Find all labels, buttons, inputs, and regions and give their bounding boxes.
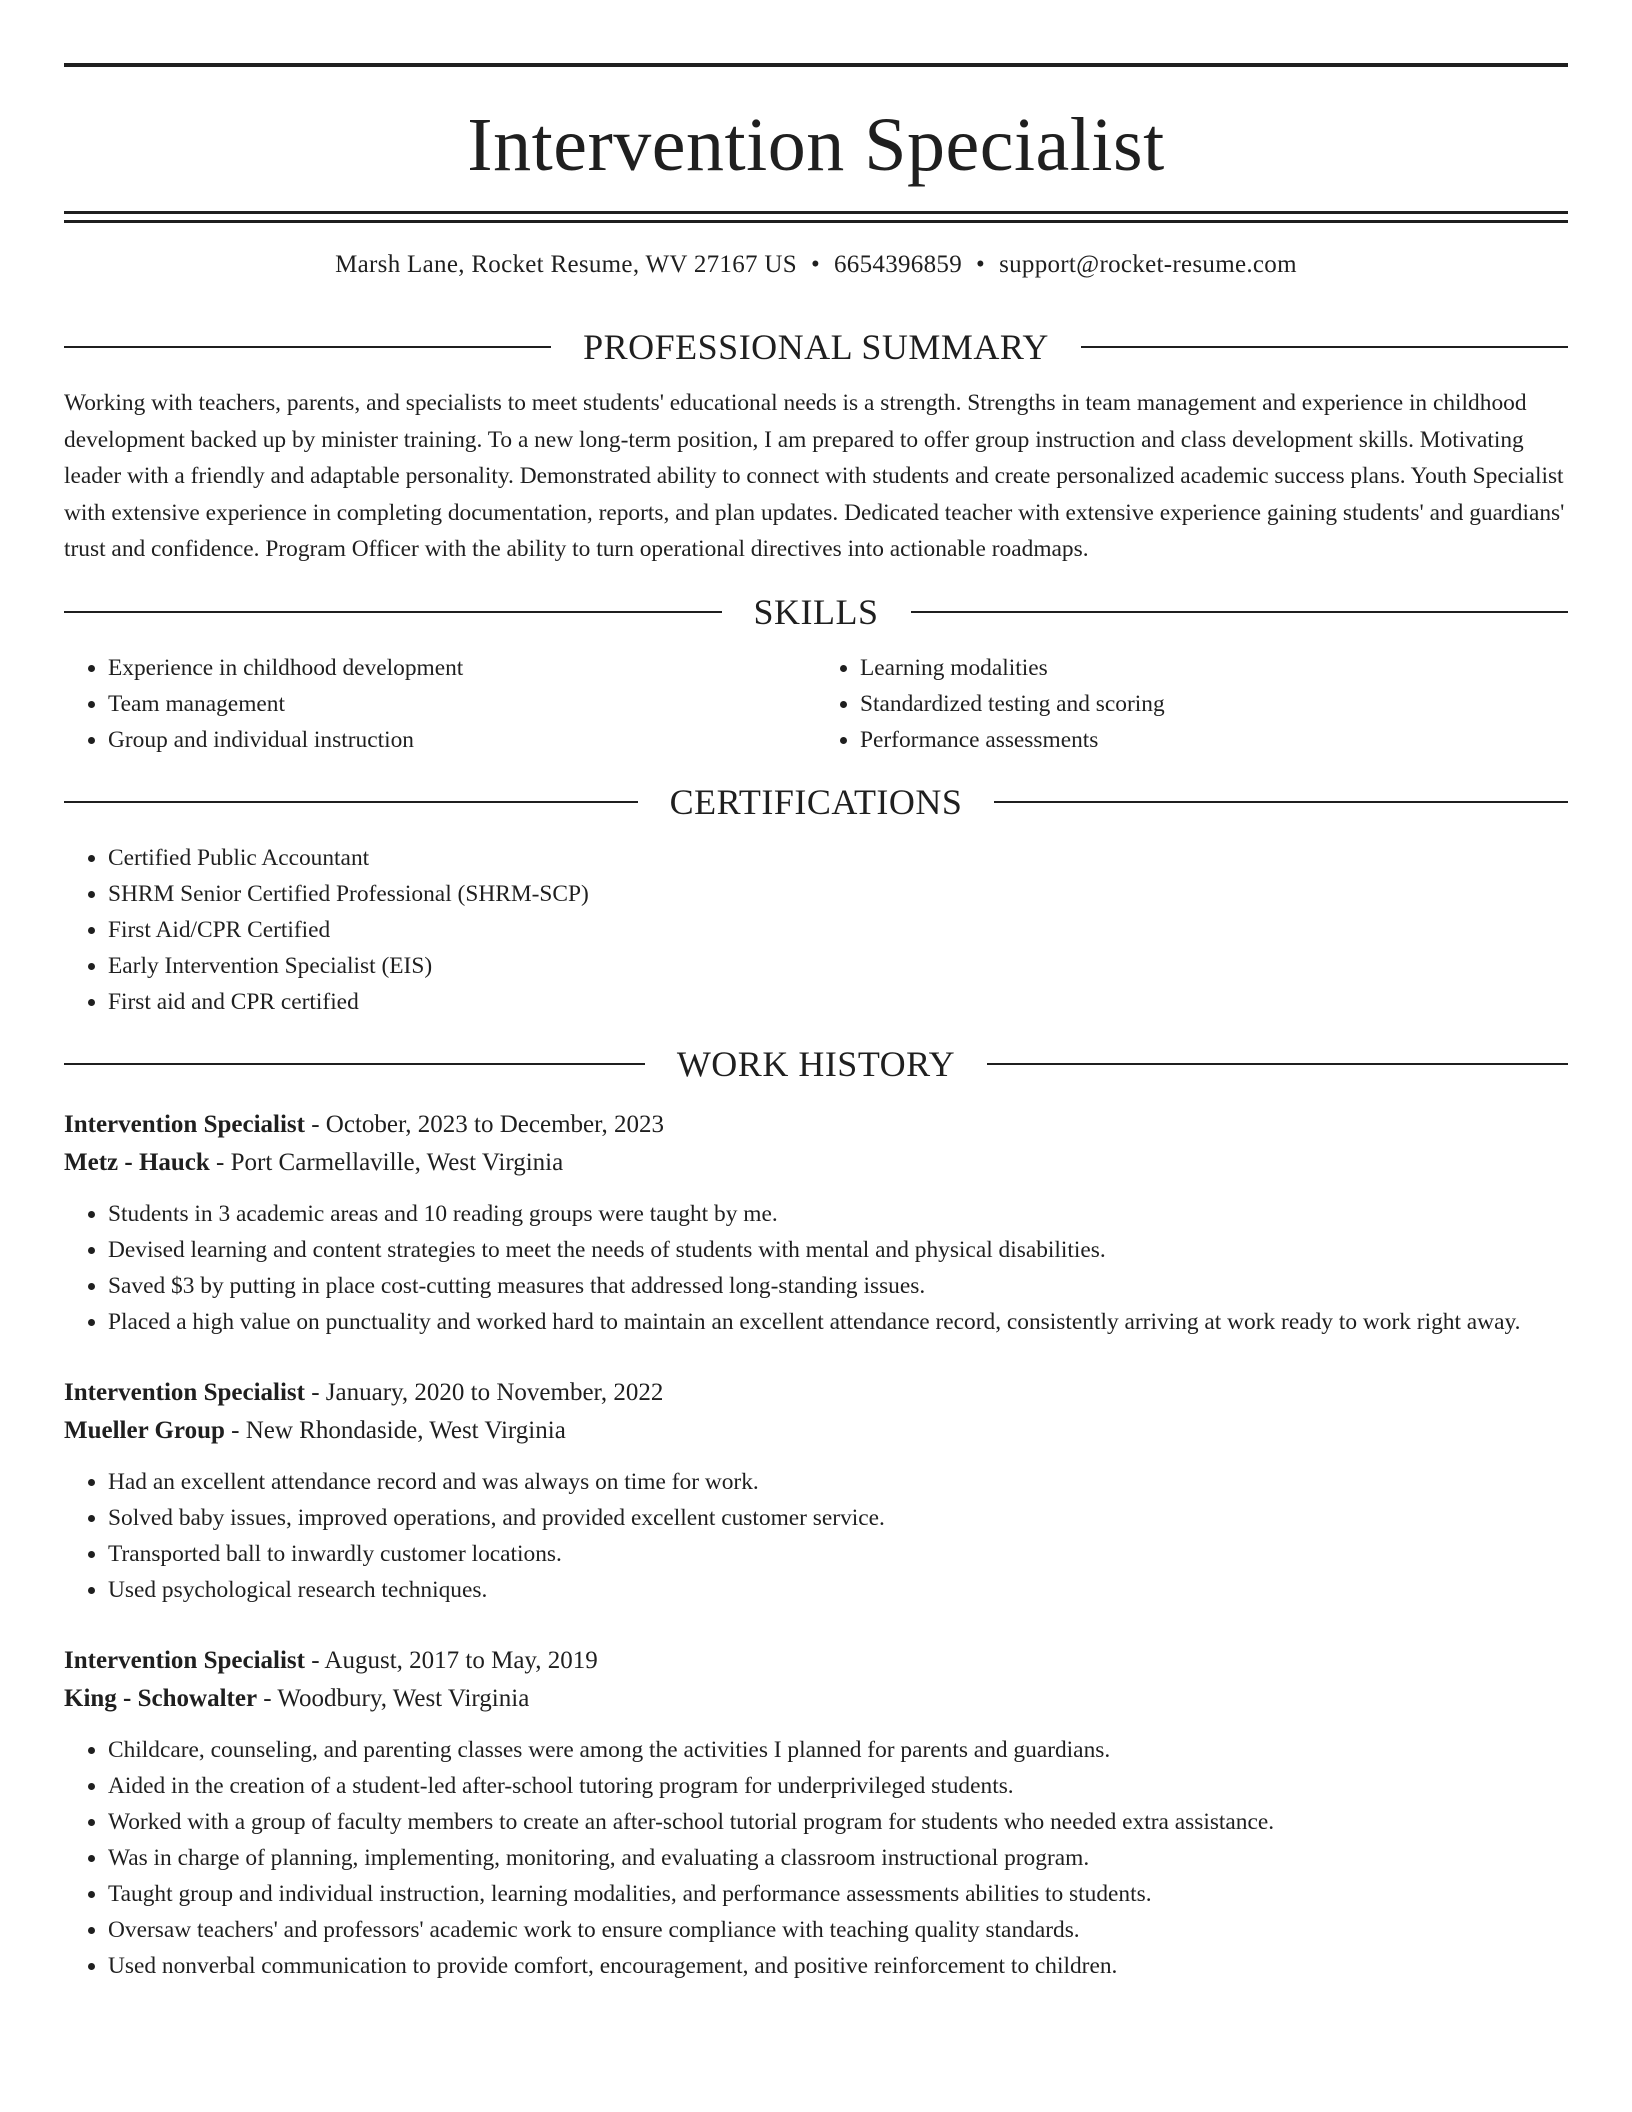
job-bullet: • Worked with a group of faculty members to create an after-school tutorial program for students who needed extra assistance. (108, 1804, 1568, 1840)
job-bullet: • Oversaw teachers' and professors' academic work to ensure compliance with teaching quality standards. (108, 1912, 1568, 1948)
heading-rule (64, 1063, 645, 1065)
top-rule (64, 63, 1568, 67)
job-role: Intervention Specialist (64, 1646, 305, 1674)
certification-item: • First Aid/CPR Certified (108, 912, 1568, 948)
skill-item: • Learning modalities (860, 650, 1568, 686)
heading-rule (64, 611, 722, 613)
skills-list-left (64, 650, 816, 758)
job-bullet: • Was in charge of planning, implementing, monitoring, and evaluating a classroom instructional program. (108, 1840, 1568, 1876)
skills-section-heading (64, 591, 1568, 632)
certifications-heading: CERTIFICATIONS (669, 781, 963, 822)
skill-item: • Team management (108, 686, 816, 722)
job-title-line (64, 1642, 1568, 1680)
heading-rule (64, 801, 638, 803)
heading-rule (1081, 346, 1568, 348)
summary-section-heading (64, 329, 1568, 365)
job-title-line (64, 1374, 1568, 1412)
summary-text: Working with teachers, parents, and specialists to meet students' educational needs is a strength. Strengths in team management and experience in childhood development backed up by minister training. To a new long-term position, I am prepared to offer group instruction and class development skills. Motivating leader with a friendly and adaptable personality. Demonstrated ability to connect with students and create personalized academic success plans. Youth Specialist with extensive experience in completing documentation, reports, and plan updates. Dedicated teacher with extensive experience gaining students' and guardians' trust and confidence. Program Officer with the ability to turn operational directives into actionable roadmaps. (64, 390, 1565, 562)
certification-item: • Certified Public Accountant (108, 840, 1568, 876)
job-role: Intervention Specialist (64, 1378, 305, 1406)
skill-item: • Group and individual instruction (108, 722, 816, 758)
summary-heading: PROFESSIONAL SUMMARY (583, 327, 1049, 367)
job-bullets (64, 1464, 1568, 1608)
job-bullet: • Used nonverbal communication to provide comfort, encouragement, and positive reinforcement to children. (108, 1948, 1568, 1984)
skill-item: • Performance assessments (860, 722, 1568, 758)
certifications-section-heading (64, 781, 1568, 822)
resume-page (64, 0, 1568, 1984)
job-bullet: • Childcare, counseling, and parenting classes were among the activities I planned for parents and guardians. (108, 1732, 1568, 1768)
job-bullets (64, 1196, 1568, 1340)
skills-list-right (816, 650, 1568, 758)
contact-separator: • (976, 251, 986, 278)
contact-phone: 6654396859 (834, 251, 962, 278)
job-bullet: • Taught group and individual instruction, learning modalities, and performance assessments abilities to students. (108, 1876, 1568, 1912)
job-bullet: • Solved baby issues, improved operations, and provided excellent customer service. (108, 1500, 1568, 1536)
heading-rule (911, 611, 1569, 613)
job-company: Mueller Group (64, 1416, 225, 1444)
work-history-section-heading (64, 1043, 1568, 1084)
skill-item: • Experience in childhood development (108, 650, 816, 686)
contact-email: support@rocket-resume.com (999, 251, 1297, 278)
job-bullet: • Saved $3 by putting in place cost-cutting measures that addressed long-standing issues. (108, 1268, 1568, 1304)
skills-columns (64, 650, 1568, 758)
certifications-list (64, 840, 1568, 1020)
job-bullets (64, 1732, 1568, 1984)
heading-rule (987, 1063, 1568, 1065)
job-location: - New Rhondaside, West Virginia (224, 1416, 566, 1444)
job-dates: - January, 2020 to November, 2022 (304, 1378, 664, 1406)
job-entry (64, 1374, 1568, 1608)
job-location: - Port Carmellaville, West Virginia (209, 1148, 564, 1176)
job-dates: - August, 2017 to May, 2019 (304, 1646, 598, 1674)
job-bullet: • Devised learning and content strategies to meet the needs of students with mental and physical disabilities. (108, 1232, 1568, 1268)
job-company-line (64, 1680, 1568, 1718)
job-company-line (64, 1412, 1568, 1450)
work-history-heading: WORK HISTORY (676, 1043, 956, 1084)
job-company-line (64, 1144, 1568, 1182)
job-bullet: • Students in 3 academic areas and 10 reading groups were taught by me. (108, 1196, 1568, 1232)
resume-title: Intervention Specialist (467, 103, 1165, 187)
job-company: Metz - Hauck (64, 1148, 210, 1176)
contact-address: Marsh Lane, Rocket Resume, WV 27167 US (335, 251, 797, 278)
job-title-line (64, 1106, 1568, 1144)
job-bullet: • Used psychological research techniques. (108, 1572, 1568, 1608)
heading-rule (64, 346, 551, 348)
contact-line (64, 251, 1568, 287)
skill-item: • Standardized testing and scoring (860, 686, 1568, 722)
job-company: King - Schowalter (64, 1684, 258, 1712)
job-entry (64, 1106, 1568, 1340)
job-location: - Woodbury, West Virginia (257, 1684, 530, 1712)
job-dates: - October, 2023 to December, 2023 (304, 1110, 664, 1138)
job-bullet: • Transported ball to inwardly customer locations. (108, 1536, 1568, 1572)
certification-item: • SHRM Senior Certified Professional (SHRM-SCP) (108, 876, 1568, 912)
contact-separator: • (810, 251, 820, 278)
job-role: Intervention Specialist (64, 1110, 305, 1138)
certification-item: • Early Intervention Specialist (EIS) (108, 948, 1568, 984)
certification-item: • First aid and CPR certified (108, 984, 1568, 1020)
job-entry (64, 1642, 1568, 1984)
job-bullet: • Had an excellent attendance record and was always on time for work. (108, 1464, 1568, 1500)
title-double-rule (64, 211, 1568, 223)
skills-heading: SKILLS (753, 591, 879, 632)
job-bullet: • Placed a high value on punctuality and worked hard to maintain an excellent attendance record, consistently arriving at work ready to work right away. (108, 1304, 1568, 1340)
heading-rule (994, 801, 1568, 803)
job-bullet: • Aided in the creation of a student-led after-school tutoring program for underprivileged students. (108, 1768, 1568, 1804)
